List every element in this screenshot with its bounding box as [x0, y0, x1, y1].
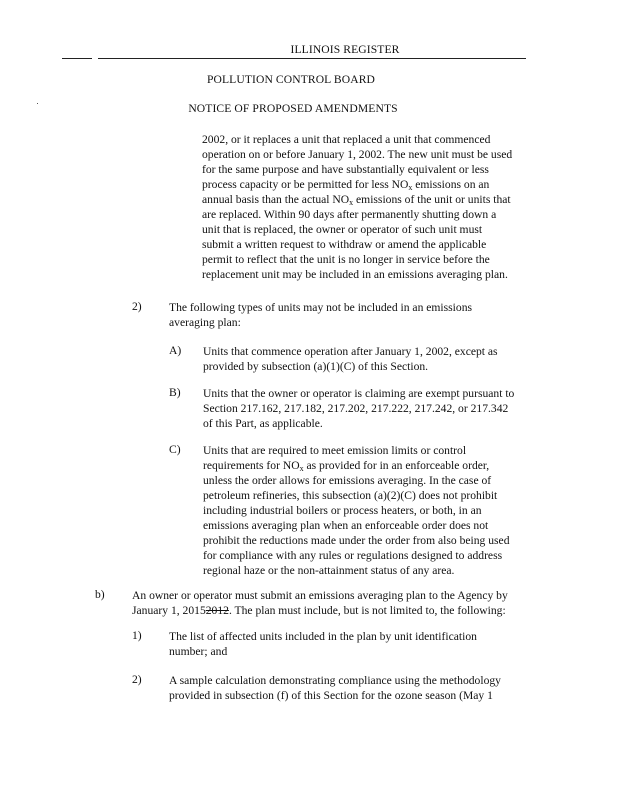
item-b-text: Units that the owner or operator is claiming are exempt pursuant to Section 217.162, 217.182, 217.202, 217.222, 217.242, or 217.342 of this Part, as applicable.: [203, 387, 515, 430]
item-2b-label: 2): [132, 673, 142, 686]
item-1-label: 1): [132, 629, 142, 642]
text-line: annual basis than the actual $NO_x$ emissions of the unit or units that: [202, 193, 511, 207]
item-c-text: Units that are required to meet emission limits or control requirements for $NO_x$ as provided for in an enforceable order, unless the order allows for emissions averaging. In the case of petroleum refineries, this subsection (a)(2)(C) does not prohibit including industrial boilers or process heaters, or both, in an emissions averaging plan when an enforceable order does not prohibit the reductions made under the order from also being used for compliance with any rules or regulations designed to address regional haze or the non-attainment status of any area.: [203, 444, 510, 577]
item-a-label: A): [169, 344, 182, 357]
text-line: process capacity or be permitted for less $NO_x$ emissions on an: [202, 178, 490, 192]
header-rule: [98, 58, 526, 59]
text-line: replacement unit may be included in an emissions averaging plan.: [202, 268, 508, 281]
item-2b-text: A sample calculation demonstrating compliance using the methodology provided in subsection (f) of this Section for the ozone season (May 1: [169, 674, 501, 702]
item-2-label: 2): [132, 300, 142, 313]
text-line: permit to reflect that the unit is no longer in service before the: [202, 253, 490, 266]
item-2-text: The following types of units may not be included in an emissions averaging plan:: [169, 301, 473, 329]
register-title: ILLINOIS REGISTER: [290, 43, 400, 56]
item-a-text: Units that commence operation after January 1, 2002, except as provided by subsection (a)(1)(C) of this Section.: [203, 345, 498, 373]
board-title: POLLUTION CONTROL BOARD: [206, 73, 376, 86]
text-line: operation on or before January 1, 2002. The new unit must be used: [202, 148, 513, 161]
header-rule-left: [62, 58, 92, 59]
item-small-b-label: b): [95, 588, 105, 601]
text-line: are replaced. Within 90 days after permanently shutting down a: [202, 208, 497, 221]
notice-title: NOTICE OF PROPOSED AMENDMENTS: [188, 102, 398, 115]
item-c-label: C): [169, 443, 181, 456]
item-1-text: The list of affected units included in the plan by unit identification number; and: [169, 630, 477, 658]
text-line: 2002, or it replaces a unit that replaced a unit that commenced: [202, 133, 491, 146]
scan-speck: [37, 103, 38, 104]
text-line: unit that is replaced, the owner or operator of such unit must: [202, 223, 483, 236]
struck-year: 2012: [205, 604, 229, 617]
text-line: submit a written request to withdraw or amend the applicable: [202, 238, 487, 251]
item-small-b-text: An owner or operator must submit an emissions averaging plan to the Agency by January 1, 20152012. The plan must include, but is not limited to, the following:: [132, 589, 508, 617]
item-b-label: B): [169, 386, 181, 399]
text-line: for the same purpose and have substantially equivalent or less: [202, 163, 489, 176]
continuation-paragraph: [202, 132, 532, 282]
